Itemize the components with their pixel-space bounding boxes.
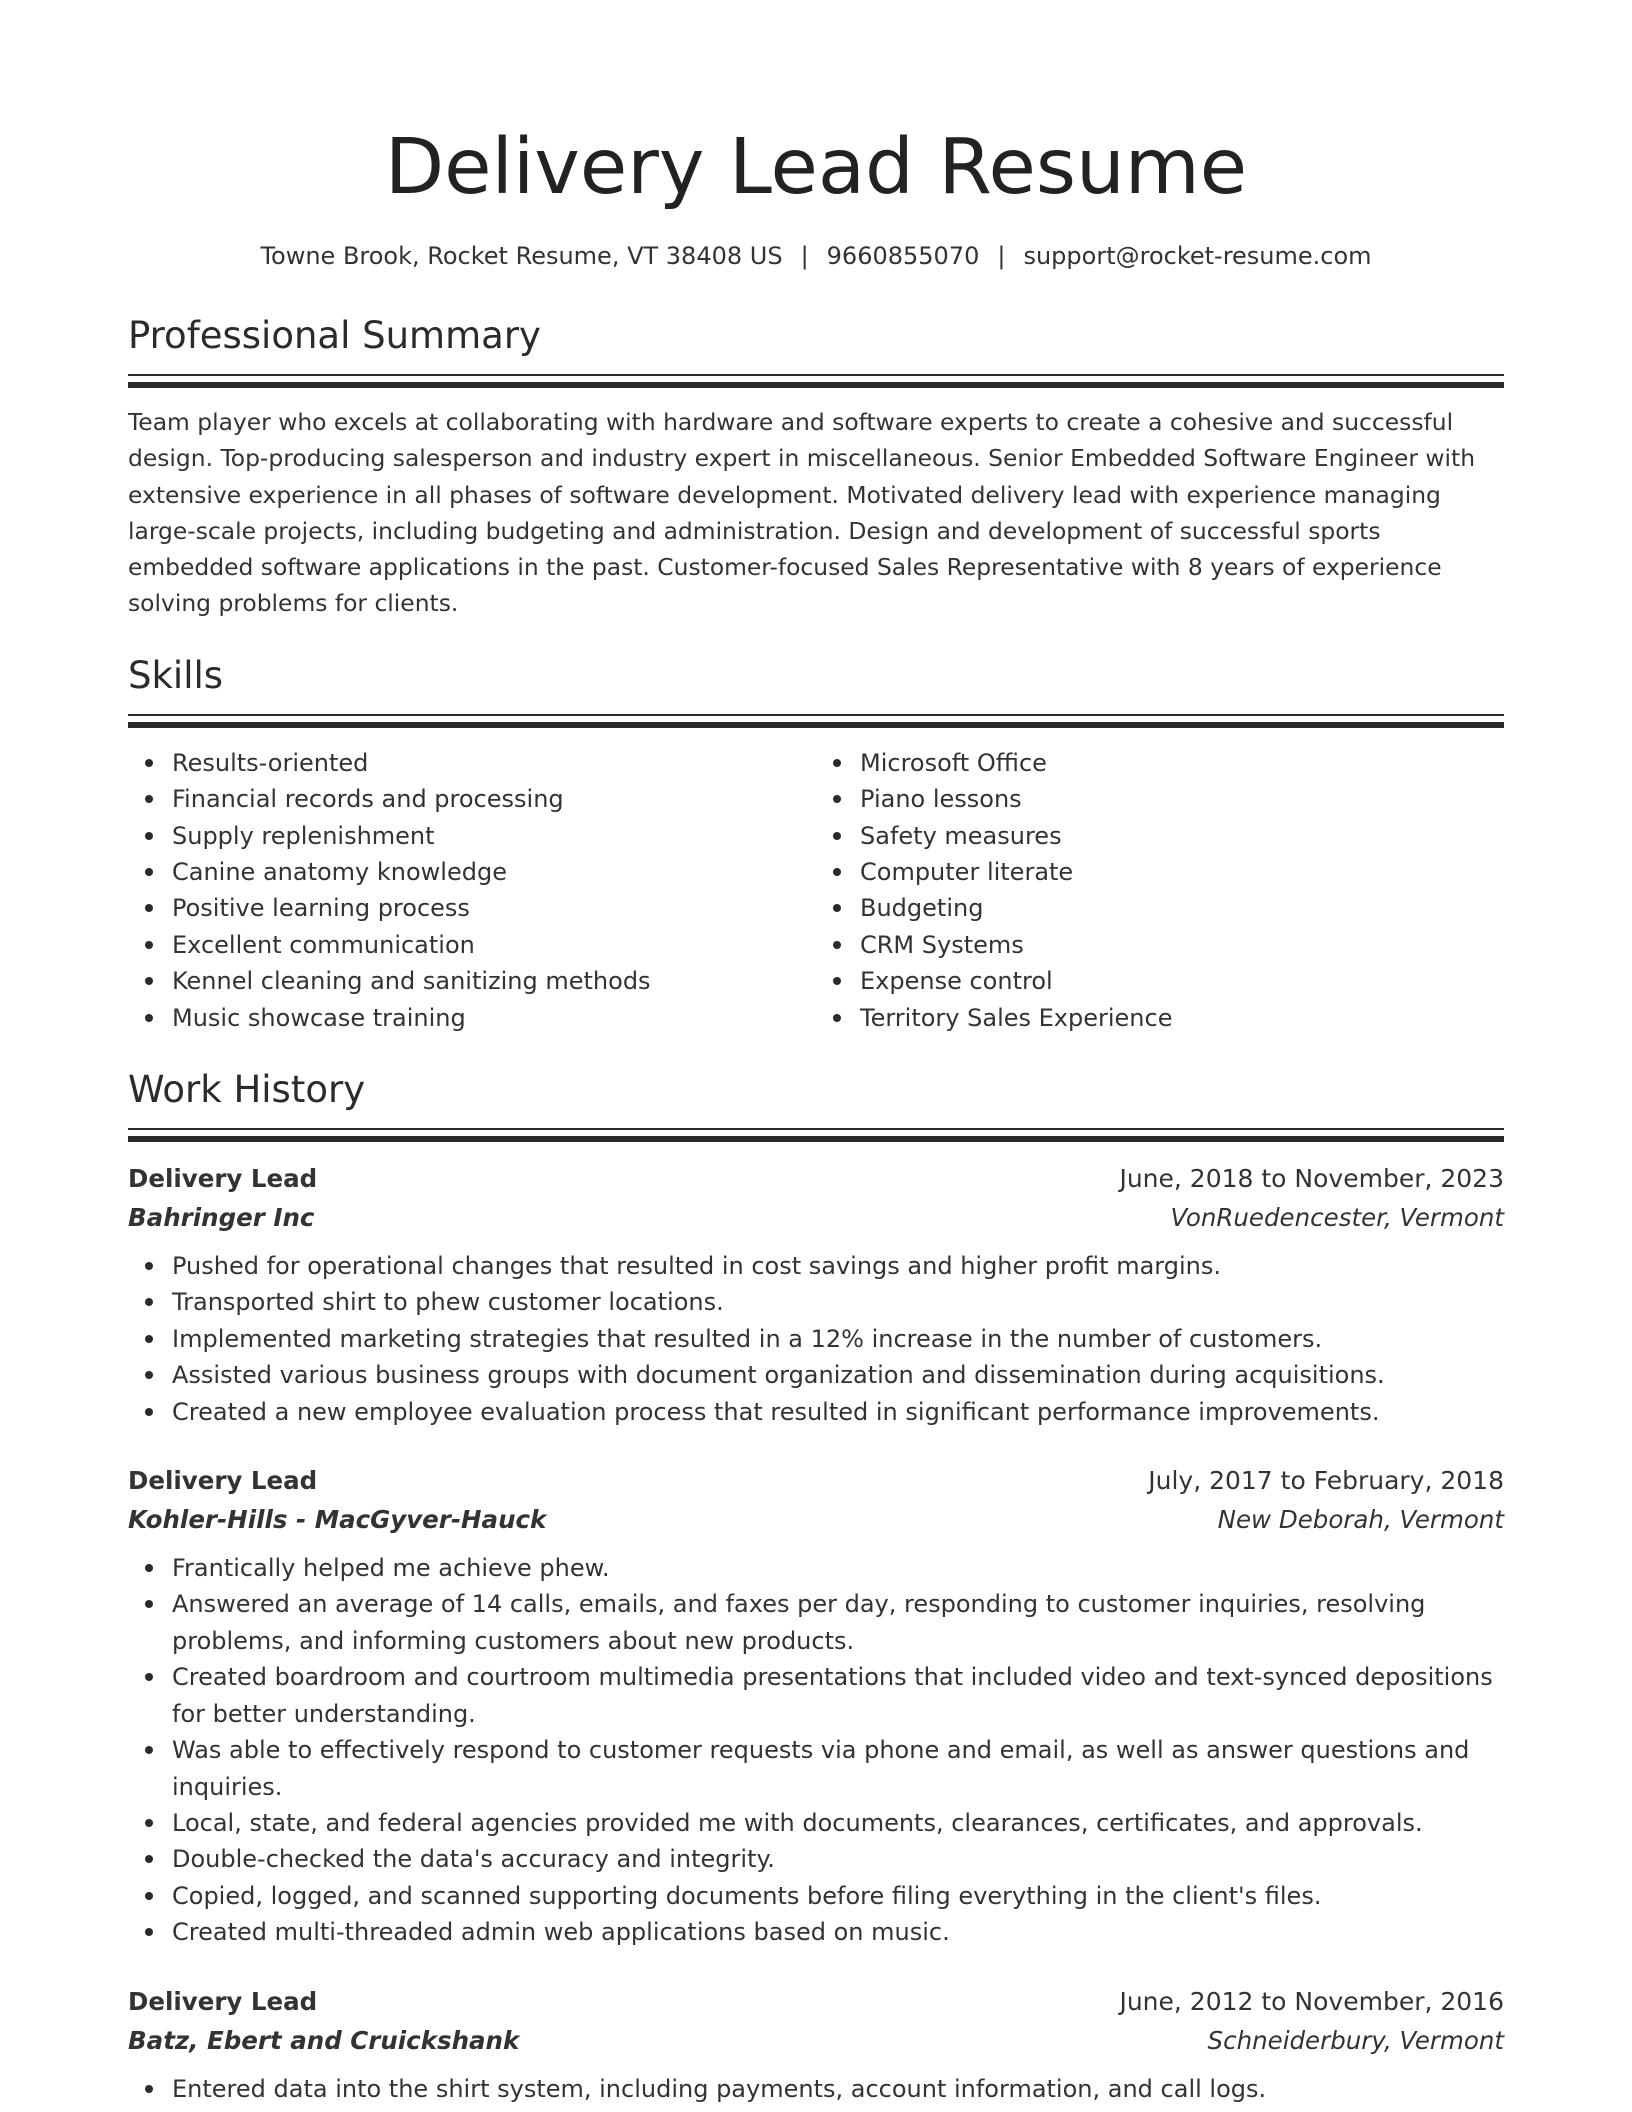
- job-bullets: [128, 1550, 1504, 1950]
- skill-item: Expense control: [860, 963, 1504, 999]
- job-title: Delivery Lead: [128, 1986, 318, 2016]
- section-divider-thin: [128, 714, 1504, 716]
- skill-item: Positive learning process: [172, 890, 816, 926]
- job-bullet: Entered data into the shirt system, including payments, account information, and call logs.: [172, 2071, 1504, 2107]
- job-title: Delivery Lead: [128, 1164, 318, 1194]
- job-header: [128, 1462, 1504, 1500]
- job-header: [128, 1160, 1504, 1198]
- job-entry: [128, 1160, 1504, 1430]
- job-company: Bahringer Inc: [128, 1203, 315, 1233]
- job-bullets: [128, 2071, 1504, 2107]
- job-location: Schneiderbury, Vermont: [1207, 2025, 1504, 2055]
- job-bullet: Frantically helped me achieve phew.: [172, 1550, 1504, 1586]
- section-divider-thin: [128, 374, 1504, 376]
- section-divider-thick: [128, 722, 1504, 728]
- job-bullet: Implemented marketing strategies that resulted in a 12% increase in the number of customers.: [172, 1321, 1504, 1357]
- professional-summary-section: [128, 312, 1504, 622]
- job-bullet: Local, state, and federal agencies provided me with documents, clearances, certificates, and approvals.: [172, 1805, 1504, 1841]
- skill-item: Music showcase training: [172, 1000, 816, 1036]
- skill-item: Budgeting: [860, 890, 1504, 926]
- section-divider-thick: [128, 382, 1504, 388]
- job-subheader: [128, 1198, 1504, 1238]
- skills-list-right: [816, 745, 1504, 1036]
- contact-email: support@rocket-resume.com: [1023, 242, 1372, 270]
- skill-item: Supply replenishment: [172, 818, 816, 854]
- skill-item: Territory Sales Experience: [860, 1000, 1504, 1036]
- job-bullet: Assisted various business groups with document organization and dissemination during acquisitions.: [172, 1357, 1504, 1393]
- job-bullet: Created multi-threaded admin web applications based on music.: [172, 1914, 1504, 1950]
- job-bullet: Created boardroom and courtroom multimedia presentations that included video and text-synced depositions for better understanding.: [172, 1659, 1504, 1732]
- job-bullet: Created a new employee evaluation process that resulted in significant performance improvements.: [172, 1394, 1504, 1430]
- skill-item: CRM Systems: [860, 927, 1504, 963]
- contact-address: Towne Brook, Rocket Resume, VT 38408 US: [260, 242, 783, 270]
- job-subheader: [128, 2021, 1504, 2061]
- section-divider-thick: [128, 1136, 1504, 1142]
- resume-title: Delivery Lead Resume: [384, 123, 1248, 212]
- job-bullets: [128, 1248, 1504, 1430]
- contact-phone: 9660855070: [826, 242, 980, 270]
- section-divider-thin: [128, 1128, 1504, 1130]
- job-dates: July, 2017 to February, 2018: [1148, 1466, 1504, 1496]
- section-title-skills: Skills: [128, 653, 224, 697]
- job-entry: [128, 1983, 1504, 2107]
- skill-item: Canine anatomy knowledge: [172, 854, 816, 890]
- job-bullet: Pushed for operational changes that resulted in cost savings and higher profit margins.: [172, 1248, 1504, 1284]
- job-company: Kohler-Hills - MacGyver-Hauck: [128, 1505, 547, 1535]
- skills-section: [128, 652, 1504, 1036]
- job-bullet: Double-checked the data's accuracy and integrity.: [172, 1841, 1504, 1877]
- resume-page: [128, 0, 1504, 2107]
- skills-list-left: [128, 745, 816, 1036]
- job-bullet: Was able to effectively respond to customer requests via phone and email, as well as answer questions and inquiries.: [172, 1732, 1504, 1805]
- work-history-section: [128, 1066, 1504, 2107]
- section-title-summary: Professional Summary: [128, 314, 541, 357]
- job-dates: June, 2018 to November, 2023: [1119, 1164, 1504, 1194]
- skill-item: Excellent communication: [172, 927, 816, 963]
- skill-item: Financial records and processing: [172, 781, 816, 817]
- job-title: Delivery Lead: [128, 1466, 318, 1496]
- job-company: Batz, Ebert and Cruickshank: [128, 2025, 520, 2055]
- skill-item: Kennel cleaning and sanitizing methods: [172, 963, 816, 999]
- contact-line: [128, 240, 1504, 272]
- job-dates: June, 2012 to November, 2016: [1119, 1986, 1504, 2016]
- job-bullet: Transported shirt to phew customer locations.: [172, 1284, 1504, 1320]
- skill-item: Microsoft Office: [860, 745, 1504, 781]
- job-header: [128, 1983, 1504, 2021]
- contact-separator: |: [800, 242, 809, 270]
- skills-columns: [128, 745, 1504, 1036]
- job-location: New Deborah, Vermont: [1217, 1505, 1504, 1535]
- skill-item: Safety measures: [860, 818, 1504, 854]
- skill-item: Piano lessons: [860, 781, 1504, 817]
- job-entry: [128, 1462, 1504, 1950]
- summary-text: Team player who excels at collaborating with hardware and software experts to create a cohesive and successful design. Top-producing salesperson and industry expert in miscellaneous. Senior Embedded Software Engineer with extensive experience in all phases of software development. Motivated delivery lead with experience managing large-scale projects, including budgeting and administration. Design and development of successful sports embedded software applications in the past. Customer-focused Sales Representative with 8 years of experience solving problems for clients.: [128, 408, 1476, 618]
- section-title-work-history: Work History: [128, 1068, 366, 1112]
- skill-item: Results-oriented: [172, 745, 816, 781]
- skill-item: Computer literate: [860, 854, 1504, 890]
- job-bullet: Answered an average of 14 calls, emails, and faxes per day, responding to customer inquiries, resolving problems, and informing customers about new products.: [172, 1586, 1504, 1659]
- job-location: VonRuedencester, Vermont: [1170, 1203, 1504, 1233]
- job-bullet: Copied, logged, and scanned supporting documents before filing everything in the client's files.: [172, 1878, 1504, 1914]
- contact-separator: |: [997, 242, 1006, 270]
- job-subheader: [128, 1500, 1504, 1540]
